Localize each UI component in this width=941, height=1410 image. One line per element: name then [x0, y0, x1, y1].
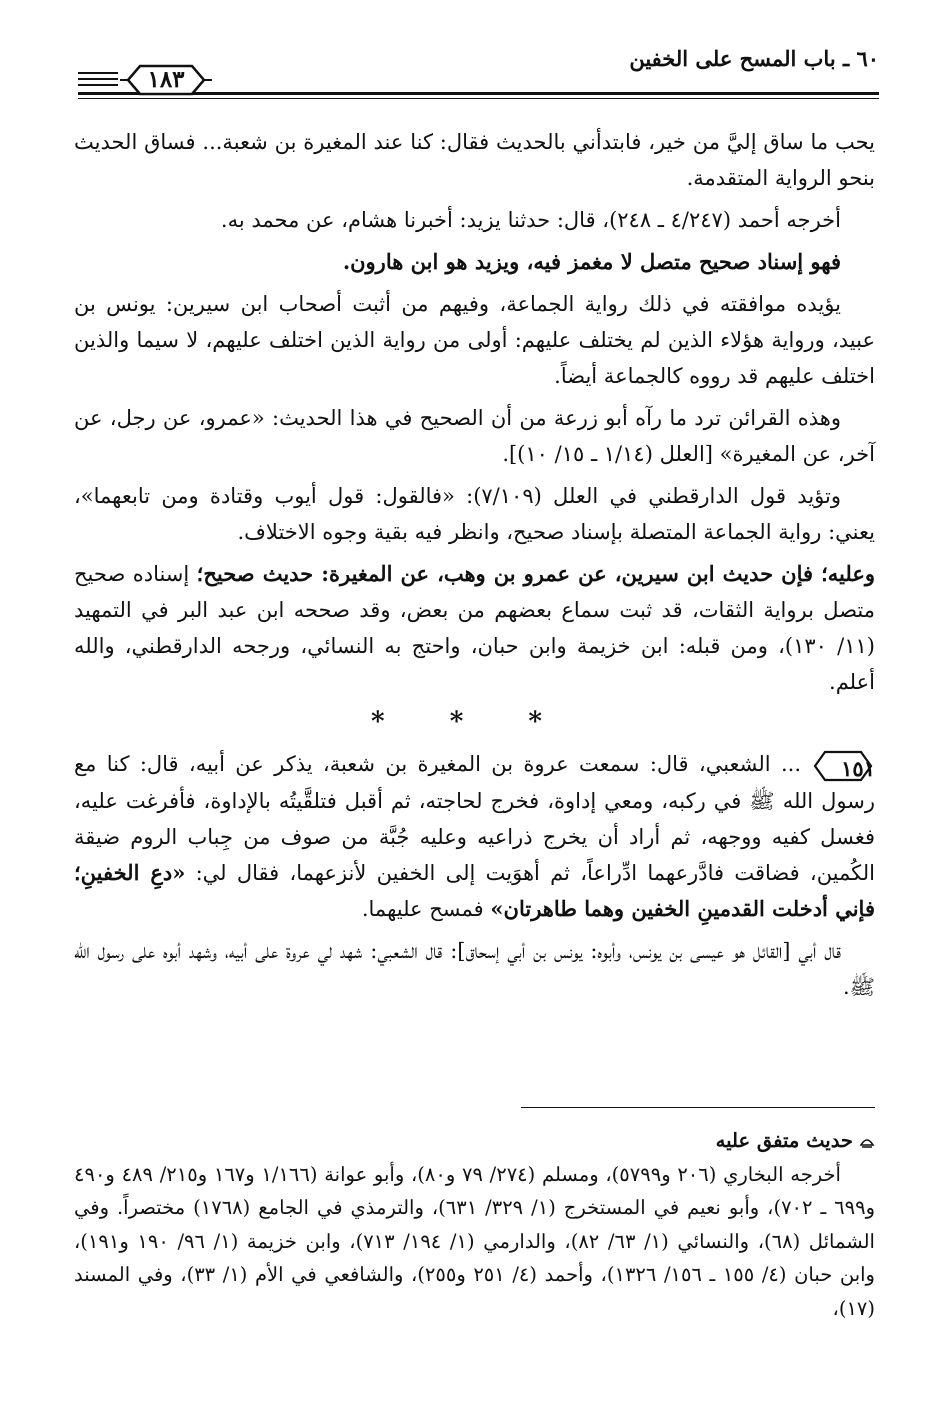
page-number: ١٨٣	[147, 66, 185, 93]
main-text-hadith	[74, 746, 875, 1011]
paragraph: وهذه القرائن ترد ما رآه أبو زرعة من أن الصحيح في هذا الحديث: «عمرو، عن رجل، عن آخر، عن المغيرة» [العلل (١/١٤ ـ ١٥/ ١٠)].	[74, 406, 875, 466]
paragraph: وتؤيد قول الدارقطني في العلل (٧/١٠٩): «فالقول: قول أيوب وقتادة ومن تابعهما»، يعني: رواية الجماعة المتصلة بإسناد صحيح، وانظر فيه بقية وجوه الاختلاف.	[74, 484, 875, 544]
paragraph: قال أبي [القائل هو عيسى بن يونس، وأبوه: يونس بن أبي إسحاق]: قال الشعبي: شهد لي عروة على أبيه، وشهد أبوه على رسول الله ﷺ.	[74, 938, 875, 999]
hadith-number: ١٥١	[841, 755, 875, 781]
footnote-text: أخرجه البخاري (٢٠٦ و٥٧٩٩)، ومسلم (٢٧٤/ ٧٩ و٨٠)، وأبو عوانة (١/١٦٦ و١٦٧ و٢١٥/ ٤٨٩ و٤٩٠ و٦٩٩ ـ ٧٠٢)، وأبو نعيم في المستخرج (١/ ٣٢٩/ ٦٣١)، والترمذي في الجامع (١٧٦٨) مختصراً. وفي الشمائل (٦٨)، والنسائي (١/ ٦٣/ ٨٢)، والدارمي (١/ ١٩٤/ ٧١٣)، وابن خزيمة (١/ ٩٦/ ١٩٠ و١٩١)، وابن حبان (٤/ ١٥٥ ـ ١٥٦/ ١٣٢٦)، وأحمد (٤/ ٢٥١ و٢٥٥)، والشافعي في الأم (١/ ٣٣)، وفي المسند (١٧)،	[74, 1162, 875, 1320]
paragraph: يؤيده موافقته في ذلك رواية الجماعة، وفيهم من أثبت أصحاب ابن سيرين: يونس بن عبيد، ورواية هؤلاء الذين لم يختلف عليهم: أولى من رواية الذين اختلف عليهم، لا سيما والذين اختلف عليهم قد رووه كالجماعة أيضاً.	[74, 292, 875, 388]
footnote	[74, 1124, 875, 1325]
main-text-upper	[74, 124, 875, 706]
paragraph: فهو إسناد صحيح متصل لا مغمز فيه، ويزيد هو ابن هارون.	[342, 249, 841, 274]
footnote-rule	[521, 1107, 875, 1108]
bold-conclusion: وعليه؛ فإن حديث ابن سيرين، عن عمرو بن وهب، عن المغيرة: حديث صحيح؛	[196, 561, 875, 586]
footnote-heading	[74, 1124, 875, 1158]
paragraph-text: إسناده صحيح متصل برواية الثقات، قد ثبت سماع بعضهم من بعض، وقد صححه ابن عبد البر في التمهيد (١١/ ١٣٠)، ومن قبله: ابن خزيمة وابن حبان، واحتج به النسائي، ورجحه الدارقطني، والله أعلم.	[74, 562, 875, 694]
flower-icon	[859, 1135, 875, 1149]
chapter-title: ٦٠ ـ باب المسح على الخفين	[629, 46, 879, 71]
paragraph: يحب ما ساق إليَّ من خير، فابتدأني بالحديث فقال: كنا عند المغيرة بن شعبة... فساق الحديث بنحو الرواية المتقدمة.	[74, 130, 875, 190]
paragraph: أخرجه أحمد (٤/٢٤٧ ـ ٢٤٨)، قال: حدثنا يزيد: أخبرنا هشام، عن محمد به.	[220, 208, 841, 232]
paragraph	[74, 556, 875, 700]
hadith-text: ... الشعبي، قال: سمعت عروة بن المغيرة بن شعبة، يذكر عن أبيه، قال: كنا مع رسول الله ﷺ في ركبه، ومعي إداوة، فخرج لحاجته، ثم أقبل فتلقَّيتُه بالإداوة، فأفرغت عليه، فغسل كفيه ووجهه، ثم أراد أن يخرج ذراعيه وعليه جُبَّة من صوف من جِباب الروم ضيقة الكُمين، فضاقت فادَّرعهما ادِّراعاً، ثم أهوَيت إلى الخفين لأنزعهما، فقال لي:	[74, 752, 875, 885]
footnote-heading-text: حديث متفق عليه	[715, 1129, 853, 1152]
hadith-quote: «دعِ الخفينِ؛ فإني أدخلت القدمينِ الخفين وهما طاهرتان»	[74, 859, 875, 921]
hadith-text-end: فمسح عليهما.	[361, 896, 491, 921]
page-header	[78, 40, 879, 93]
section-separator: * * *	[371, 707, 570, 737]
hadith-number-badge	[811, 749, 875, 783]
decorative-lines	[78, 68, 118, 86]
paragraph	[74, 746, 875, 927]
page-number-frame	[118, 60, 214, 100]
